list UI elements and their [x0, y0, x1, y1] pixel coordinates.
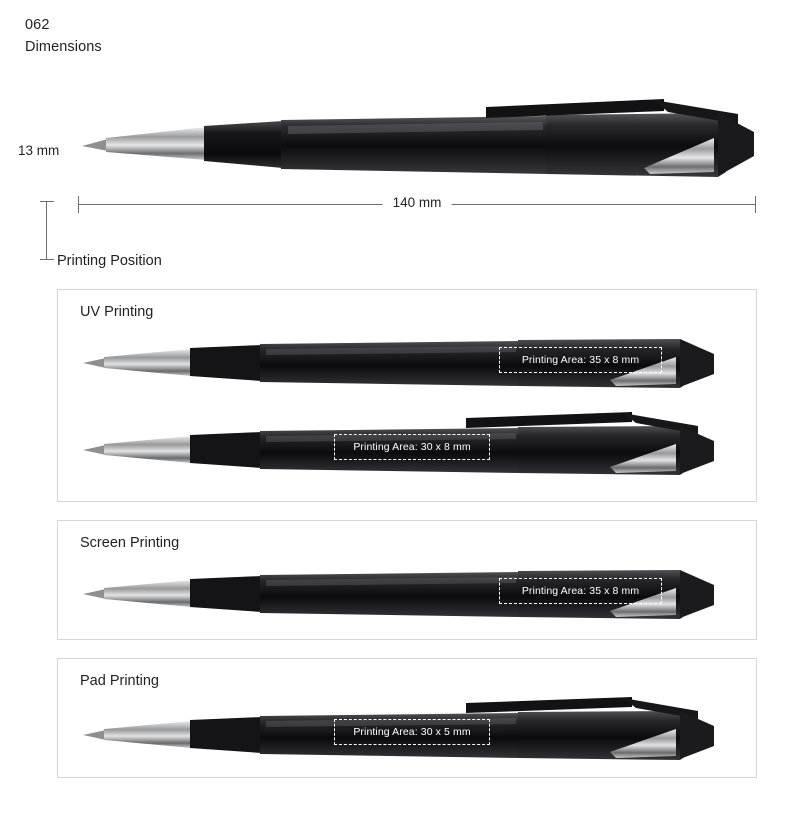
height-tick-bottom: [40, 259, 54, 260]
print-area-uv-2: Printing Area: 30 x 8 mm: [334, 434, 490, 460]
length-dimension: [78, 195, 756, 210]
page-title: Dimensions: [25, 39, 102, 56]
page-code: 062: [25, 17, 50, 33]
card-pad-printing: [57, 658, 757, 778]
card-title-uv: UV Printing: [80, 304, 154, 320]
card-title-pad: Pad Printing: [80, 673, 159, 689]
page-header: [25, 14, 102, 59]
card-uv-printing: [57, 289, 757, 502]
card-screen-printing: [57, 520, 757, 640]
height-dimension-line: [46, 201, 47, 259]
length-tick-right: [755, 196, 756, 213]
printing-position-title: Printing Position: [57, 253, 162, 269]
print-area-screen: Printing Area: 35 x 8 mm: [499, 578, 662, 604]
height-tick-top: [40, 201, 54, 202]
print-area-pad: Printing Area: 30 x 5 mm: [334, 719, 490, 745]
length-label: 140 mm: [383, 195, 452, 210]
print-area-uv-1: Printing Area: 35 x 8 mm: [499, 347, 662, 373]
length-tick-left: [78, 196, 79, 213]
card-title-screen: Screen Printing: [80, 535, 180, 551]
height-label: 13 mm: [18, 143, 60, 158]
